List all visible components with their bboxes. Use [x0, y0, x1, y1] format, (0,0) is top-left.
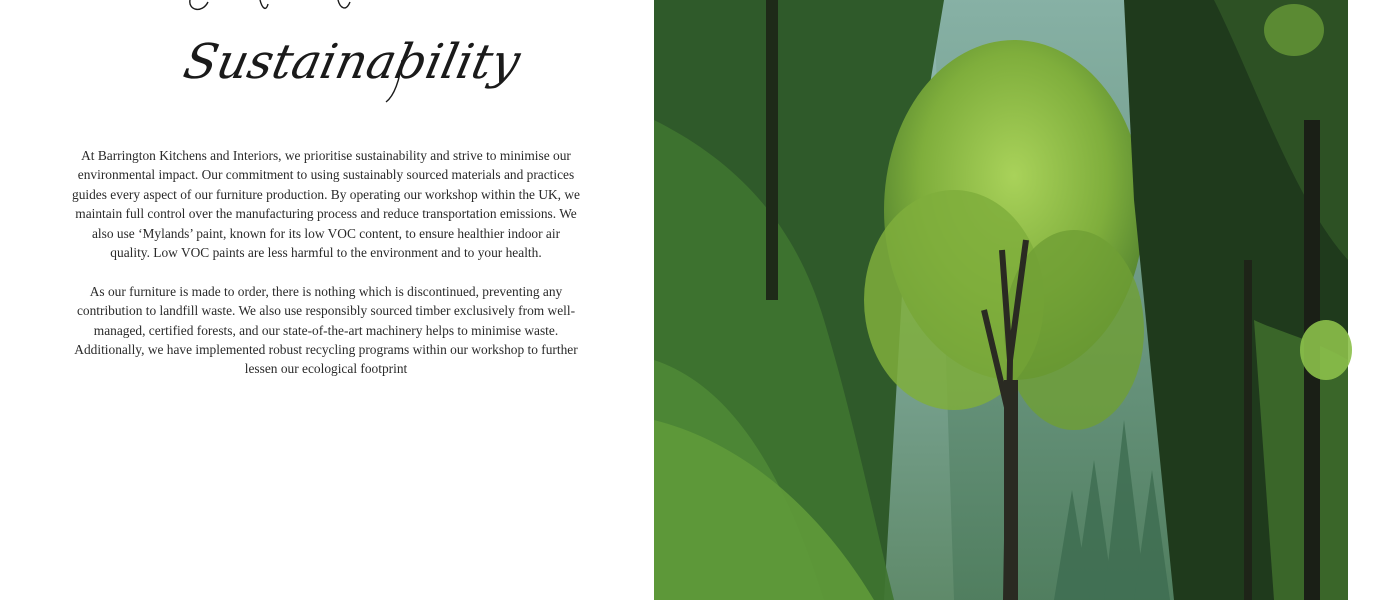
paragraph-1: At Barrington Kitchens and Interiors, we prioritise sustainability and strive to minimise our environmental impact. Our commitment to using sustainably sourced materials and practices guides every aspect of our furniture production. By operating our workshop within the UK, we maintain full control over the manufacturing process and reduce transportation emissions. We also use ‘Mylands’ paint, known for its low VOC content, to ensure healthier indoor air quality. Low VOC paints are less harmful to the environment and to your health.	[72, 148, 580, 261]
paragraph-2: As our furniture is made to order, there is nothing which is discontinued, preventing any contribution to landfill waste. We also use responsibly sourced timber exclusively from well-managed, certified forests, and our state-of-the-art machinery helps to minimise waste. Additionally, we have implemented robust recycling programs within our workshop to further lessen our ecological footprint	[74, 283, 578, 377]
body-text	[72, 146, 580, 379]
script-flourish-top-1	[190, 0, 208, 9]
script-flourish-top-3	[338, 0, 350, 8]
forest-photo	[654, 0, 1348, 600]
text-column	[0, 0, 654, 600]
section-title	[150, 0, 525, 110]
left-trunk	[766, 0, 778, 300]
leaf-accent	[1300, 320, 1352, 380]
title-text: Sustainability	[178, 34, 525, 90]
script-flourish-top-2	[260, 0, 268, 8]
